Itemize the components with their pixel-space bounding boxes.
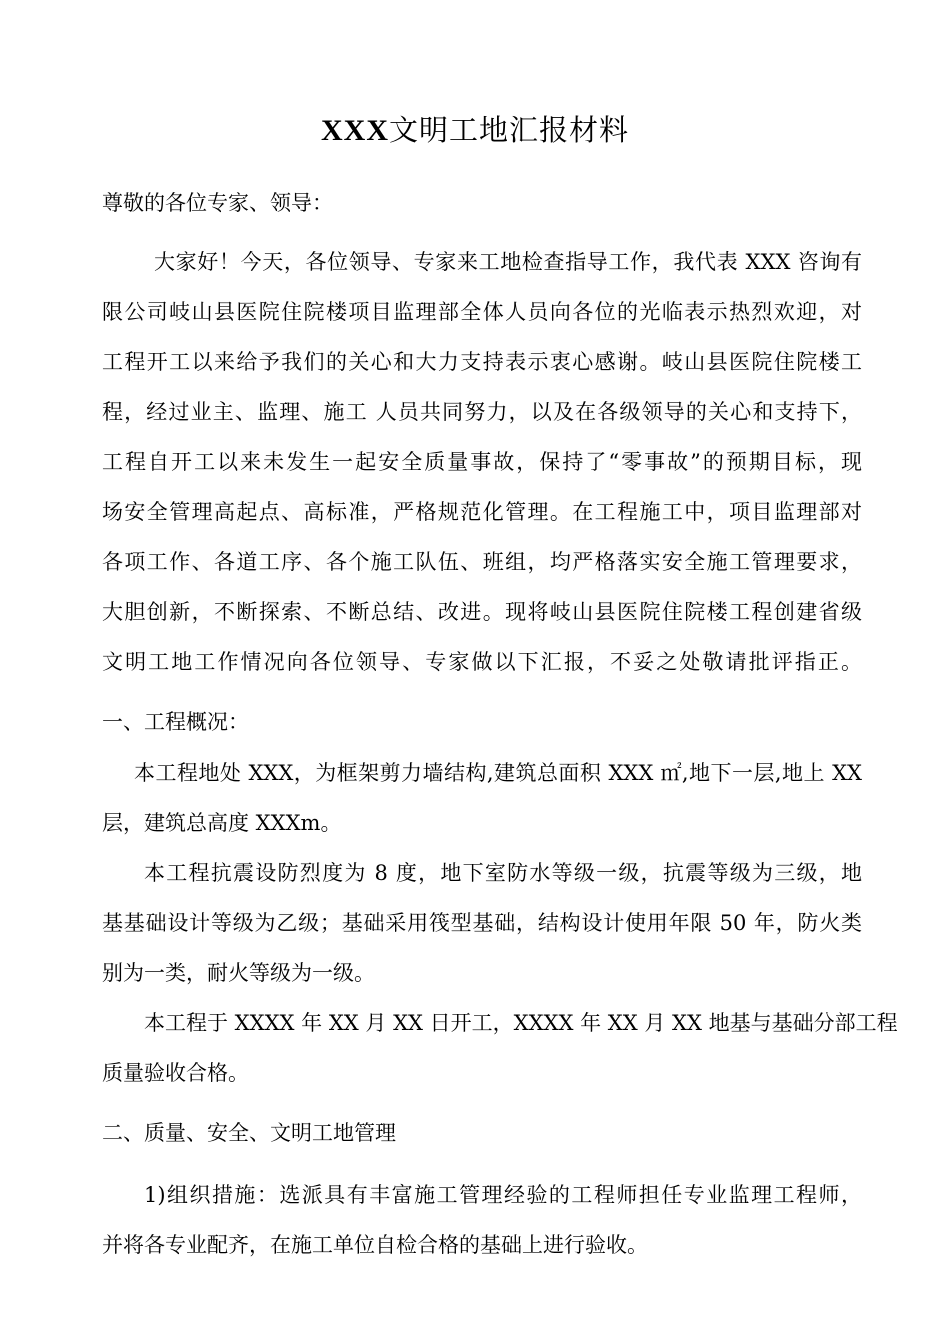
paragraph-line: 别为一类，耐火等级为一级。 — [102, 961, 375, 985]
paragraph-line: 1)组织措施：选派具有丰富施工管理经验的工程师担任专业监理工程师， — [144, 1183, 862, 1207]
salutation: 尊敬的各位专家、领导： — [102, 191, 333, 215]
intro-line: 工程自开工以来未发生一起安全质量事故，保持了“零事故”的预期目标，现 — [102, 450, 862, 474]
intro-line: 场安全管理高起点、高标准，严格规范化管理。在工程施工中，项目监理部对 — [102, 500, 862, 524]
intro-paragraph — [102, 237, 862, 687]
section1-paragraph-1 — [102, 748, 862, 848]
paragraph-line: 本工程地处 XXX，为框架剪力墙结构,建筑总面积 XXX ㎡,地下一层,地上 XX — [134, 761, 862, 785]
intro-line: 程，经过业主、监理、施工 人员共同努力，以及在各级领导的关心和支持下， — [102, 400, 862, 424]
paragraph-line: 本工程抗震设防烈度为 8 度，地下室防水等级一级，抗震等级为三级，地 — [144, 861, 862, 885]
paragraph-line: 层，建筑总高度 XXXm。 — [102, 811, 342, 835]
paragraph-line: 质量验收合格。 — [102, 1061, 249, 1085]
intro-line: 各项工作、各道工序、各个施工队伍、班组，均严格落实安全施工管理要求， — [102, 550, 862, 574]
paragraph-line: 本工程于 XXXX 年 XX 月 XX 日开工，XXXX 年 XX 月 XX 地基与基础分部工程 — [144, 1011, 898, 1035]
title-text-part: 文明工地汇报材料 — [388, 113, 629, 147]
intro-line: 大家好！今天，各位领导、专家来工地检查指导工作，我代表 XXX 咨询有 — [154, 250, 862, 274]
intro-line: 限公司岐山县医院住院楼项目监理部全体人员向各位的光临表示热烈欢迎，对 — [102, 300, 862, 324]
intro-line: 工程开工以来给予我们的关心和大力支持表示衷心感谢。岐山县医院住院楼工 — [102, 350, 862, 374]
section1-paragraph-2 — [102, 848, 862, 998]
paragraph-line: 并将各专业配齐，在施工单位自检合格的基础上进行验收。 — [102, 1233, 648, 1257]
section1-paragraph-3 — [102, 998, 898, 1098]
section2-heading: 二、质量、安全、文明工地管理 — [102, 1121, 396, 1145]
section1-heading: 一、工程概况： — [102, 710, 249, 734]
intro-line: 文明工地工作情况向各位领导、专家做以下汇报，不妥之处敬请批评指正。 — [102, 650, 862, 674]
title-bold-part: XXX — [320, 114, 389, 147]
intro-line: 大胆创新，不断探索、不断总结、改进。现将岐山县医院住院楼工程创建省级 — [102, 600, 862, 624]
document-title — [0, 108, 950, 153]
section2-paragraph-1 — [102, 1170, 862, 1270]
paragraph-line: 基基础设计等级为乙级；基础采用筏型基础，结构设计使用年限 50 年，防火类 — [102, 911, 862, 935]
